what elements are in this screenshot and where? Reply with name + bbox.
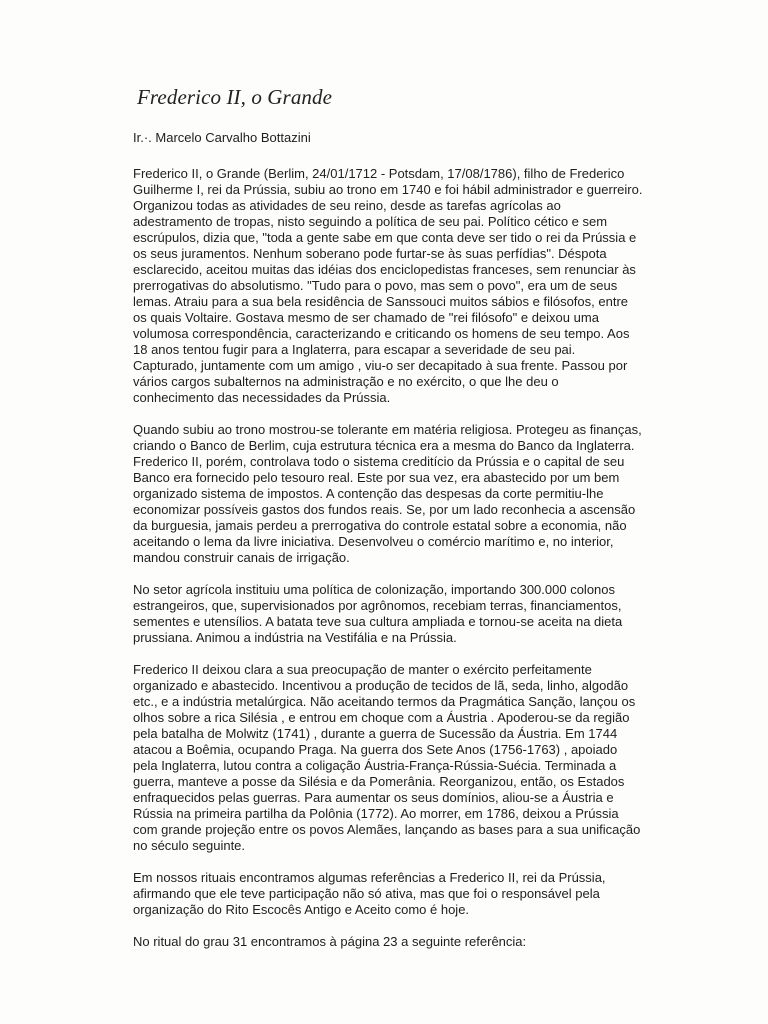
paragraph: No setor agrícola instituiu uma política de colonização, importando 300.000 colonos estrangeiros, que, supervisionados por agrônomos, recebiam terras, financiamentos, sementes e utensílios. A batata teve sua cultura ampliada e tornou-se aceita na dieta prussiana. Animou a indústria na Vestifália e na Prússia. bbox=[133, 582, 623, 645]
document-title: Frederico II, o Grande bbox=[137, 85, 333, 109]
paragraph: Quando subiu ao trono mostrou-se tolerante em matéria religiosa. Protegeu as finanças, criando o Banco de Berlim, cuja estrutura técnica era a mesma do Banco da Inglaterra. Frederico II, porém, controlava todo o sistema creditício da Prússia e o capital de seu Banco era fornecido pelo tesouro real. Este por sua vez, era abastecido por um bem organizado sistema de impostos. A contenção das despesas da corte permitiu-lhe economizar possíveis gastos dos fundos reais. Se, por um lado reconhecia a ascensão da burguesia, jamais perdeu a prerrogativa do controle estatal sobre a economia, não aceitando o lema da livre iniciativa. Desenvolveu o comércio marítimo e, no interior, mandou construir canais de irrigação. bbox=[133, 422, 642, 565]
document-page bbox=[133, 84, 643, 950]
paragraph: Frederico II, o Grande (Berlim, 24/01/1712 - Potsdam, 17/08/1786), filho de Frederico Guilherme I, rei da Prússia, subiu ao trono em 1740 e foi hábil administrador e guerreiro. Organizou todas as atividades de seu reino, desde as tarefas agrícolas ao adestramento de tropas, nisto seguindo a política de seu pai. Político cético e sem escrúpulos, dizia que, "toda a gente sabe em que conta deve ser tido o rei da Prússia e os seus juramentos. Nenhum soberano pode furtar-se às suas perfídias". Déspota esclarecido, aceitou muitas das idéias dos enciclopedistas franceses, sem renunciar às prerrogativas do absolutismo. "Tudo para o povo, mas sem o povo", era um de seus lemas. Atraiu para a sua bela residência de Sanssouci muitos sábios e filósofos, entre os quais Voltaire. Gostava mesmo de ser chamado de "rei filósofo" e deixou uma volumosa correspondência, caracterizando e criticando os homens de seu tempo. Aos 18 anos tentou fugir para a Inglaterra, para escapar a severidade de seu pai. Capturado, juntamente com um amigo , viu-o ser decapitado à sua frente. Passou por vários cargos subalternos na administração e no exército, o que lhe deu o conhecimento das necessidades da Prússia. bbox=[133, 166, 643, 405]
paragraph: Frederico II deixou clara a sua preocupação de manter o exército perfeitamente organizado e abastecido. Incentivou a produção de tecidos de lã, seda, linho, algodão etc., e a indústria metalúrgica. Não aceitando termos da Pragmática Sanção, lançou os olhos sobre a rica Silésia , e entrou em choque com a Áustria . Apoderou-se da região pela batalha de Molwitz (1741) , durante a guerra de Sucessão da Áustria. Em 1744 atacou a Boêmia, ocupando Praga. Na guerra dos Sete Anos (1756-1763) , apoiado pela Inglaterra, lutou contra a coligação Áustria-França-Rússia-Suécia. Terminada a guerra, manteve a posse da Silésia e da Pomerânia. Reorganizou, então, os Estados enfraquecidos pelas guerras. Para aumentar os seus domínios, aliou-se a Áustria e Rússia na primeira partilha da Polônia (1772). Ao morrer, em 1786, deixou a Prússia com grande projeção entre os povos Alemães, lançando as bases para a sua unificação no século seguinte. bbox=[133, 662, 641, 853]
paragraph: No ritual do grau 31 encontramos à página 23 a seguinte referência: bbox=[133, 934, 527, 949]
paragraph: Em nossos rituais encontramos algumas referências a Frederico II, rei da Prússia, afirmando que ele teve participação não só ativa, mas que foi o responsável pela organização do Rito Escocês Antigo e Aceito como é hoje. bbox=[133, 870, 606, 917]
document-author: Ir.·. Marcelo Carvalho Bottazini bbox=[133, 130, 311, 145]
